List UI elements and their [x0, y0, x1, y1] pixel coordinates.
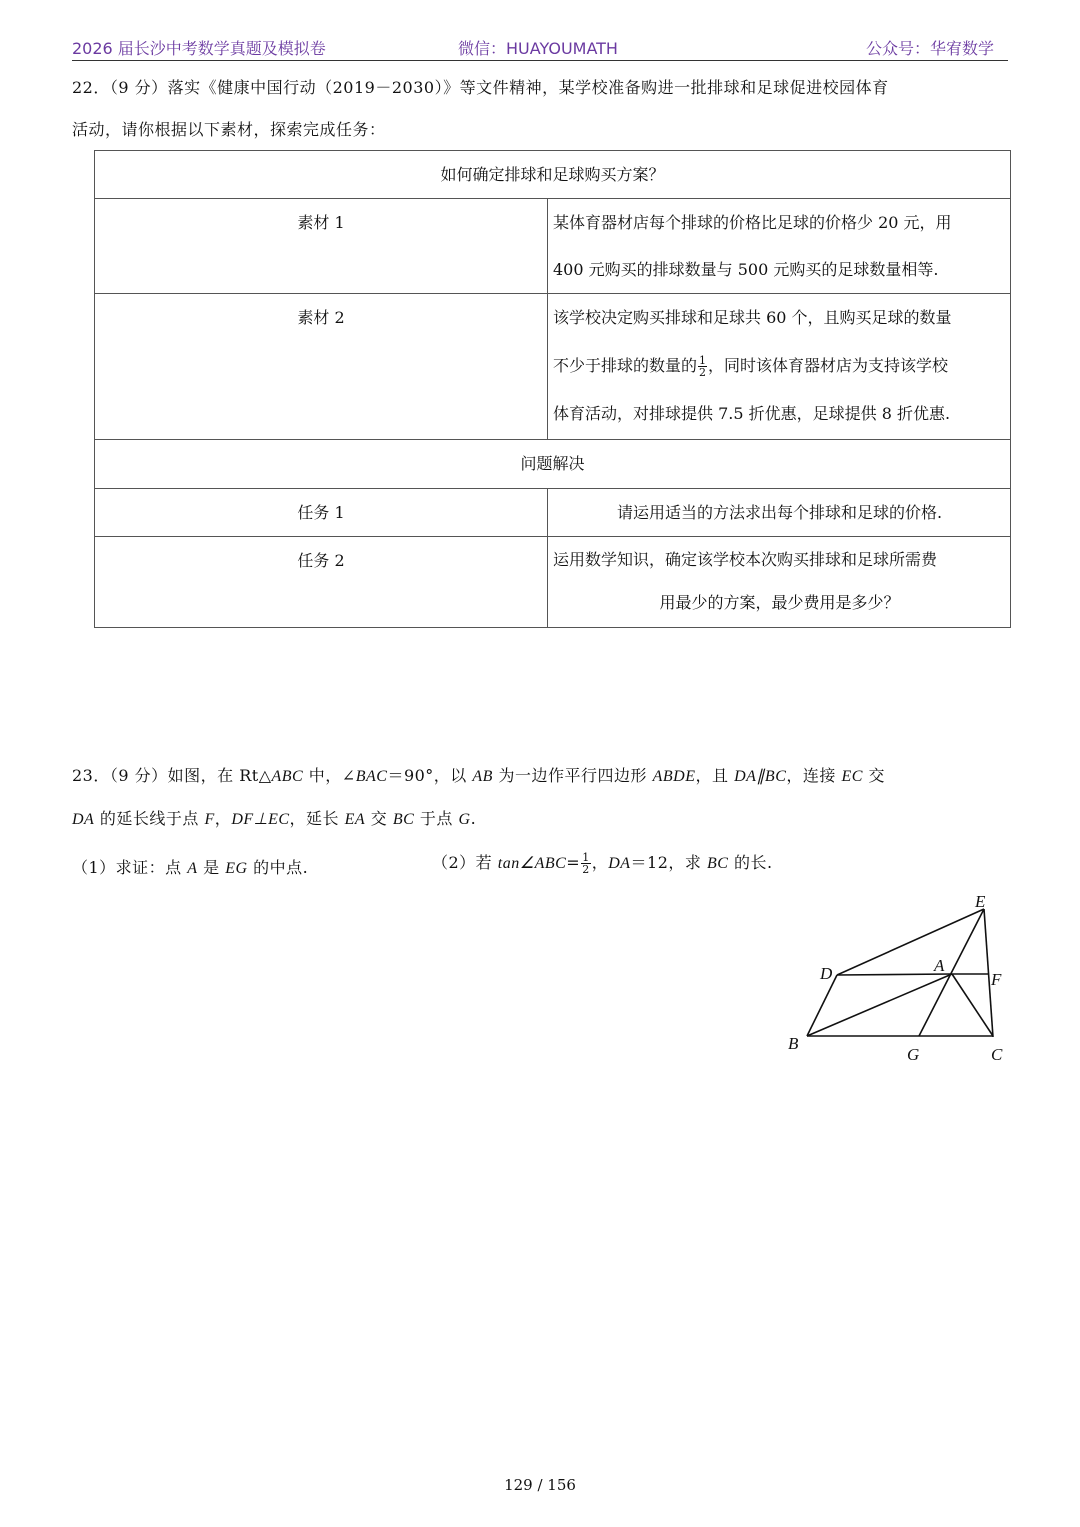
material1-label: 素材 1 — [297, 213, 345, 232]
q22-stem-line2: 活动，请你根据以下素材，探索完成任务： — [72, 120, 386, 139]
task1-text: 请运用适当的方法求出每个排球和足球的价格. — [616, 503, 943, 522]
q23-text: 的延长线于点 — [94, 809, 205, 828]
header-wechat: 微信：HUAYOUMATH — [458, 39, 618, 58]
q23-stem-line1 — [72, 763, 885, 786]
page-header — [72, 32, 1008, 61]
q23-text: 于点 — [414, 809, 459, 828]
label-C: C — [991, 1045, 1003, 1064]
q23-text: 中，∠ — [303, 766, 356, 785]
q23-part1 — [72, 855, 308, 878]
q23-text: 为一边作平行四边形 — [492, 766, 653, 785]
label-A: A — [934, 956, 945, 975]
header-title: 2026 届长沙中考数学真题及模拟卷 — [72, 39, 326, 58]
material2-line2 — [553, 342, 1006, 390]
q23-var: EA — [344, 811, 366, 828]
page-number: 129 / 156 — [504, 1476, 576, 1494]
fraction-one-half — [581, 852, 591, 875]
q23-text: 的长. — [728, 853, 773, 872]
q22-material-table — [94, 150, 1011, 628]
q23-var: DA — [72, 811, 95, 828]
task2-line1: 运用数学知识，确定该学校本次购买排球和足球所需费 — [553, 550, 938, 569]
q22-stem-line1: 22．（9 分）落实《健康中国行动（2019－2030）》等文件精神，某学校准备购进一批排球和足球促进校园体育 — [72, 78, 889, 97]
q23-var: EG — [225, 860, 248, 877]
material1-line1: 某体育器材店每个排球的价格比足球的价格少 20 元，用 — [553, 213, 952, 232]
q23-text: ＝90°，以 — [387, 766, 473, 785]
table-row-task2 — [95, 537, 1011, 628]
table-section-heading: 问题解决 — [95, 440, 1011, 489]
label-D: D — [820, 964, 833, 983]
segment-DB — [807, 975, 837, 1036]
q23-part2 — [432, 848, 773, 879]
segment-BA — [807, 974, 952, 1036]
material2-line3: 体育活动，对排球提供 7.5 折优惠，足球提供 8 折优惠. — [553, 404, 951, 423]
q23-text: = — [566, 853, 581, 872]
table-title-row — [95, 151, 1011, 199]
material2-line1: 该学校决定购买排球和足球共 60 个，且购买足球的数量 — [553, 308, 952, 327]
fraction-denominator: 2 — [699, 366, 707, 379]
fraction-numerator: 1 — [699, 354, 707, 367]
q23-var: BC — [392, 811, 415, 828]
q23-var: DF⊥EC — [231, 811, 290, 828]
label-E: E — [975, 892, 986, 911]
q23-text: 交 — [365, 809, 393, 828]
table-title: 如何确定排球和足球购买方案？ — [95, 151, 1011, 199]
q23-var: DA — [608, 855, 631, 872]
label-F: F — [991, 970, 1002, 989]
fraction-one-half — [698, 355, 707, 378]
table-row-material2 — [95, 294, 1011, 440]
q23-var: AB — [472, 768, 493, 785]
table-section-row — [95, 440, 1011, 489]
q23-text: 23．（9 分）如图，在 Rt△ — [72, 766, 272, 785]
fraction-denominator: 2 — [582, 863, 590, 876]
task1-label: 任务 1 — [297, 503, 345, 522]
q23-text: ＝12，求 — [630, 853, 707, 872]
segment-DE — [837, 909, 984, 975]
geometry-figure — [780, 890, 1020, 1070]
segment-AC — [952, 974, 993, 1036]
q23-text: ， — [214, 809, 232, 828]
q23-var: ABDE — [652, 768, 696, 785]
task2-label: 任务 2 — [297, 551, 345, 570]
q23-var: G — [458, 811, 471, 828]
table-row-task1 — [95, 489, 1011, 537]
q23-var: tan∠ABC — [497, 855, 567, 872]
q23-text: （1）求证：点 — [72, 858, 188, 877]
q23-var: BAC — [355, 768, 388, 785]
q23-text: ，连接 — [786, 766, 842, 785]
q23-text: ，且 — [695, 766, 735, 785]
q23-var: DA∥BC — [734, 768, 787, 785]
q23-text: 的中点. — [247, 858, 309, 877]
q23-var: BC — [707, 855, 729, 872]
fraction-numerator: 1 — [582, 851, 590, 864]
q23-text: 是 — [197, 858, 226, 877]
table-row-material1 — [95, 199, 1011, 294]
material2-line2-b: ，同时该体育器材店为支持该学校 — [708, 356, 949, 375]
material2-line2-a: 不少于排球的数量的 — [553, 356, 698, 375]
task2-line2: 用最少的方案，最少费用是多少？ — [659, 593, 900, 612]
q23-text: （2）若 — [432, 853, 498, 872]
q23-var: ABC — [271, 768, 304, 785]
material2-label: 素材 2 — [297, 308, 345, 327]
q23-stem-line2 — [72, 806, 476, 829]
material1-line2: 400 元购买的排球数量与 500 元购买的足球数量相等. — [553, 260, 939, 279]
q23-text: . — [470, 809, 477, 828]
q23-var: F — [204, 811, 215, 828]
q23-var: EC — [841, 768, 863, 785]
segment-EG — [919, 909, 984, 1036]
label-B: B — [788, 1034, 799, 1053]
q23-text: ， — [591, 853, 609, 872]
q23-var: A — [187, 860, 198, 877]
q23-text: 交 — [862, 766, 886, 785]
label-G: G — [907, 1045, 920, 1064]
header-account: 公众号：华宥数学 — [865, 39, 994, 58]
q23-text: ，延长 — [289, 809, 345, 828]
